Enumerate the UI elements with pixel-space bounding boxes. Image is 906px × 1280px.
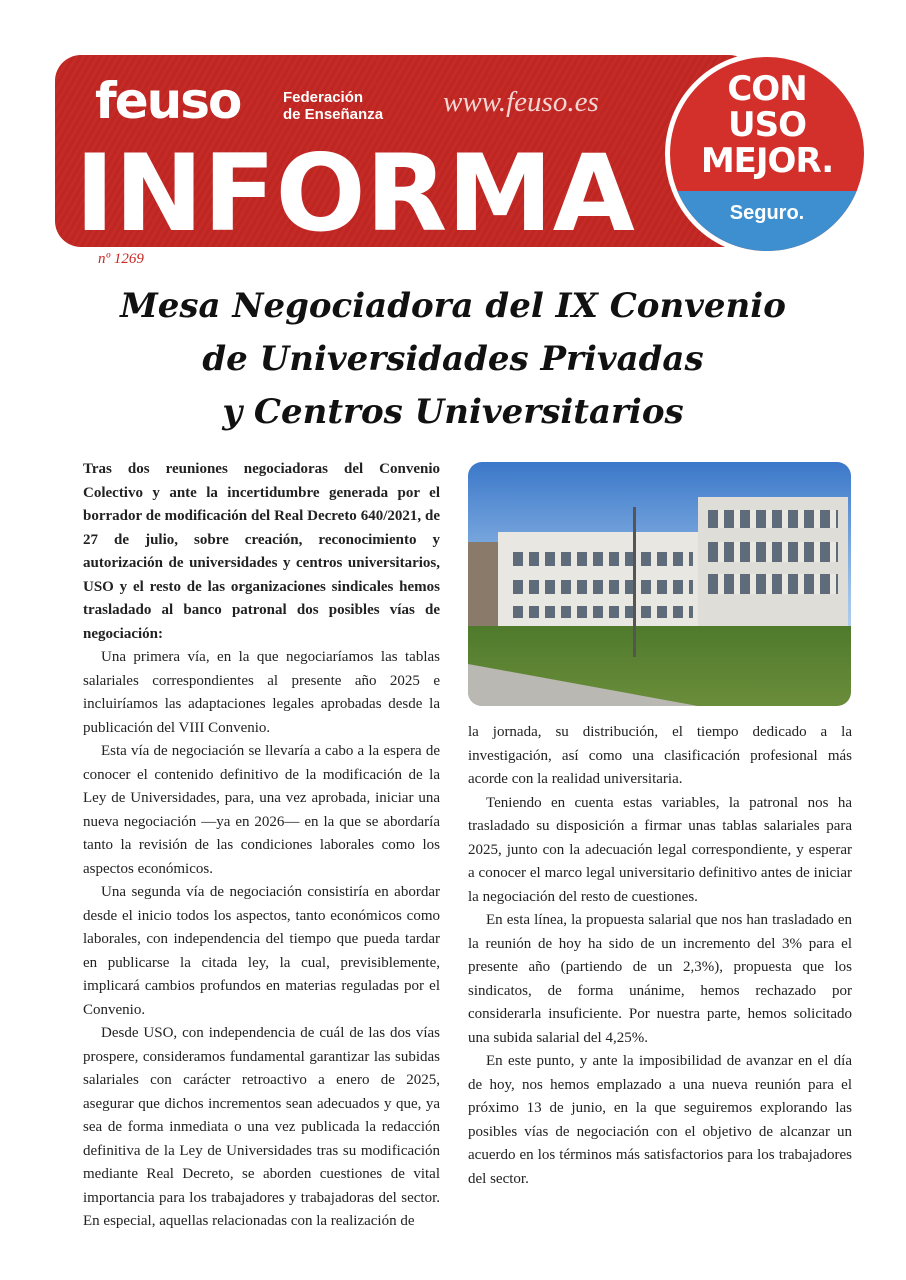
paragraph: Una primera vía, en la que negociaríamos las tablas salariales correspondientes al presente año 2025 e incluiríamos las adaptaciones legales aprobadas desde la publicación del VIII Convenio. <box>83 649 440 736</box>
paragraph: En esta línea, la propuesta salarial que nos han trasladado en la reunión de hoy ha sido de un incremento del 3% para el presente año (partiendo de un 2,3%), propuesta que los sindicatos, de forma unánime, hemos rechazado por considerarla insuficiente. Por nuestra parte, hemos solicitado una subida salarial del 4,25%. <box>468 912 852 1046</box>
article-column-left <box>83 458 440 1234</box>
paragraph: En este punto, y ante la imposibilidad de avanzar en el día de hoy, nos hemos emplazado a una nueva reunión para el próximo 13 de junio, en la que seguiremos explorando las posibles vías de negociación con el objetivo de alcanzar un acuerdo en los términos más satisfactorios para los trabajadores del sector. <box>468 1053 852 1187</box>
article-column-right <box>468 721 852 1191</box>
badge-tag: Seguro. <box>670 191 864 251</box>
title-line1: Mesa Negociadora del IX Convenio <box>120 286 786 326</box>
masthead-title: INFORMA <box>75 132 635 247</box>
paragraph: Desde USO, con independencia de cuál de las dos vías prospere, consideramos fundamental garantizar las subidas salariales con carácter retroactivo a enero de 2025, asegurar que dichos incrementos sean adecuados y que, ya sea de forma inmediata o una vez publicada la redacción definitiva de la Ley de Universidades tras su modificación mediante Real Decreto, se aborden cuestiones de vital importancia para los trabajadores y trabajadoras del sector. En especial, aquellas relacionadas con la realización de <box>83 1025 440 1229</box>
paragraph: Una segunda vía de negociación consistiría en abordar desde el inicio todos los aspectos, tanto económicos como laborales, con independencia del tiempo que pueda tardar en publicarse la citada ley, la cual, previsiblemente, implicará cambios profundos en materias reguladas por el Convenio. <box>83 884 440 1018</box>
paragraph-continued: la jornada, su distribución, el tiempo dedicado a la investigación, así como una clasificación profesional más acorde con la realidad universitaria. <box>468 724 852 787</box>
con-uso-mejor-badge <box>665 52 869 256</box>
lead-paragraph: Tras dos reuniones negociadoras del Convenio Colectivo y ante la incertidumbre generada por el borrador de modificación del Real Decreto 640/2021, de 27 de julio, sobre creación, reconocimiento y autorización de universidades y centros universitarios, USO y el resto de las organizaciones sindicales hemos trasladado al banco patronal dos posibles vías de negociación: <box>83 461 440 642</box>
page-title <box>13 280 893 439</box>
header-band <box>55 55 755 247</box>
badge-line3: MEJOR. <box>700 141 834 181</box>
website-link[interactable]: www.feuso.es <box>443 86 599 118</box>
badge-line2: USO <box>728 105 806 145</box>
paragraph: Teniendo en cuenta estas variables, la patronal nos ha trasladado su disposición a firmar unas tablas salariales para 2025, junto con la adecuación legal correspondiente, y esperar a conocer el marco legal universitario definitivo antes de iniciar la negociación del resto de cuestiones. <box>468 794 852 905</box>
federation-name <box>283 89 383 123</box>
university-building-photo <box>468 462 851 706</box>
title-line2: de Universidades Privadas <box>202 339 704 379</box>
paragraph: Esta vía de negociación se llevaría a cabo a la espera de conocer el contenido definitivo de la modificación de la Ley de Universidades, para, una vez aprobada, iniciar una nueva negociación —ya en 2026— en la que se abordaría tanto la revisión de las condiciones laborales como los aspectos económicos. <box>83 743 440 877</box>
title-line3: y Centros Universitarios <box>222 392 684 432</box>
feuso-logo: feuso <box>95 72 241 130</box>
federation-line1: Federación <box>283 89 364 106</box>
badge-line1: CON <box>727 69 807 109</box>
issue-number: nº 1269 <box>98 251 144 267</box>
federation-line2: de Enseñanza <box>283 106 384 123</box>
